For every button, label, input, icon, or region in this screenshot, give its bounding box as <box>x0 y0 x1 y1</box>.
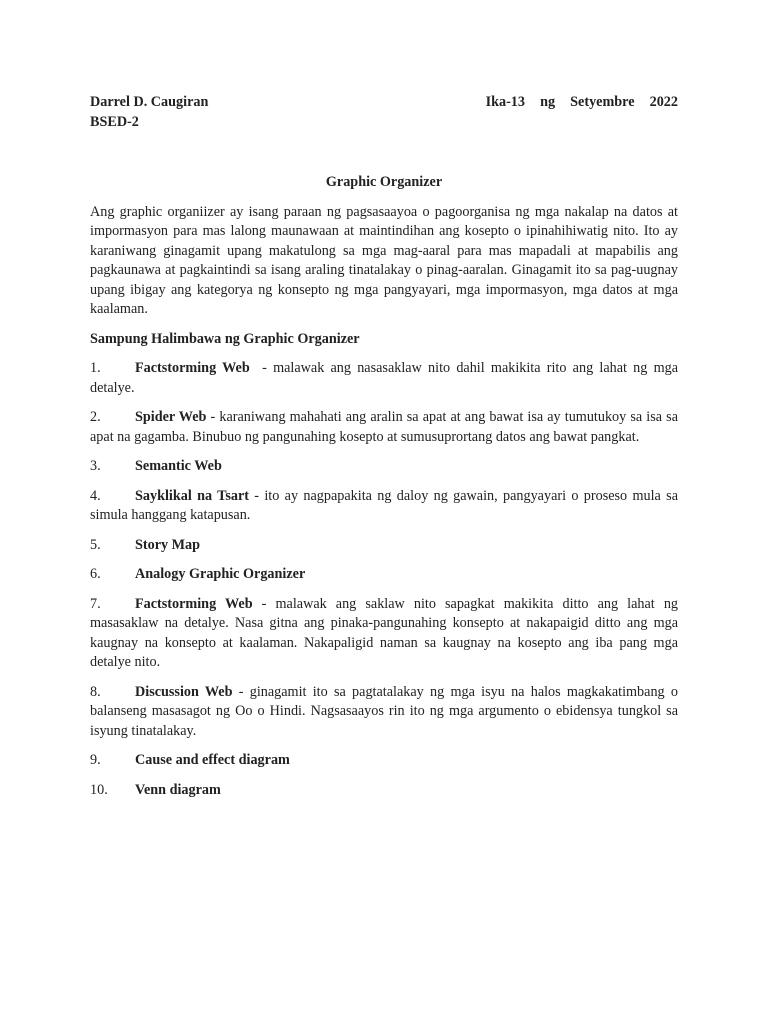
list-item <box>90 683 682 742</box>
list-item-number: 6. <box>90 566 101 582</box>
list-item-title: Factstorming Web <box>135 595 253 612</box>
list-item-description: - malawak ang nasasaklaw nito dahil makikita rito ang lahat ng mga detalye. <box>90 360 682 396</box>
list-item-title: Semantic Web <box>135 458 222 474</box>
list-item-title: Story Map <box>135 536 201 553</box>
list-item-number: 9. <box>90 752 101 768</box>
list-item-number: 2. <box>90 409 101 425</box>
list-item-number: 1. <box>90 360 101 376</box>
list-item-title: Analogy Graphic Organizer <box>135 566 306 582</box>
list-item <box>90 359 682 398</box>
list-item-title: Discussion Web <box>135 683 233 700</box>
list-item <box>90 457 678 477</box>
section-label: BSED-2 <box>90 113 139 130</box>
list-item-description: - karaniwang mahahati ang aralin sa apat at ang bawat isa ay tumutukoy sa isa sa apat na gagamba. Binubuo ng pangunahing kosepto at sumusuprortang datos ang bawat pangkat. <box>90 409 682 445</box>
list-item-description: - ito ay nagpapakita ng daloy ng gawain, pangyayari o proseso mula sa simula hanggang katapusan. <box>90 487 682 523</box>
list-item-description: - malawak ang saklaw nito sapagkat makikita ditto ang lahat ng masasaklaw na detalye. Nasa gitna ang pinaka-pangunahing konsepto at nakapaigid ditto ang mga kaugnay na konsepto at kaalaman. Nakapaligid naman sa kaugnay na kosepto ang iba pang mga detalye nito. <box>90 595 682 670</box>
list-item <box>90 595 682 673</box>
list-item <box>90 536 678 556</box>
list-item-title: Venn diagram <box>135 781 221 798</box>
list-item <box>90 408 682 447</box>
header-row <box>90 93 678 113</box>
intro-paragraph: Ang graphic organiizer ay isang paraan ng pagsasaayoa o pagoorganisa ng mga nakalap na datos at impormasyon para mas lalong maunawaan at maintindihan ang kosepto o ipinahihiwatig nito. Ito ay karaniwang ginagamit upang makatulong sa mga mag-aaral para mas mapadali at mapabilis ang pagkaunawa at pagkaintindi sa isang araling tinatalakay o pinag-aaralan. Ginagamit ito sa pag-uugnay upang ibigay ang kategorya ng konsepto ng mga pangyayari, mga impormasyon, mga datos at mga kaalaman. <box>90 203 678 317</box>
list-item-title: Factstorming Web <box>135 360 250 376</box>
list-item <box>90 781 678 801</box>
list-item <box>90 751 678 771</box>
list-item-number: 4. <box>90 487 101 504</box>
list-item-title: Cause and effect diagram <box>135 752 290 768</box>
list-item-number: 7. <box>90 595 101 612</box>
examples-list <box>90 359 682 800</box>
list-item-description: - ginagamit ito sa pagtatalakay ng mga isyu na halos magkakatimbang o balanseng masasagot ng Oo o Hindi. Nagsasaayos rin ito ng mga argumento o ebidensya tungkol sa isyung tinatalakay. <box>90 683 682 739</box>
list-item-number: 10. <box>90 781 108 798</box>
list-item-number: 5. <box>90 536 101 553</box>
list-item-title: Sayklikal na Tsart <box>135 487 249 504</box>
author-name: Darrel D. Caugiran <box>90 94 209 110</box>
document-title: Graphic Organizer <box>325 174 443 190</box>
document-page <box>90 93 682 810</box>
list-item-title: Spider Web <box>135 409 207 425</box>
list-item-number: 3. <box>90 458 101 474</box>
list-item <box>90 565 678 585</box>
list-item <box>90 487 682 526</box>
document-date: Ika-13 ng Setyembre 2022 <box>485 94 678 110</box>
list-heading: Sampung Halimbawa ng Graphic Organizer <box>90 330 360 347</box>
list-item-number: 8. <box>90 683 101 700</box>
